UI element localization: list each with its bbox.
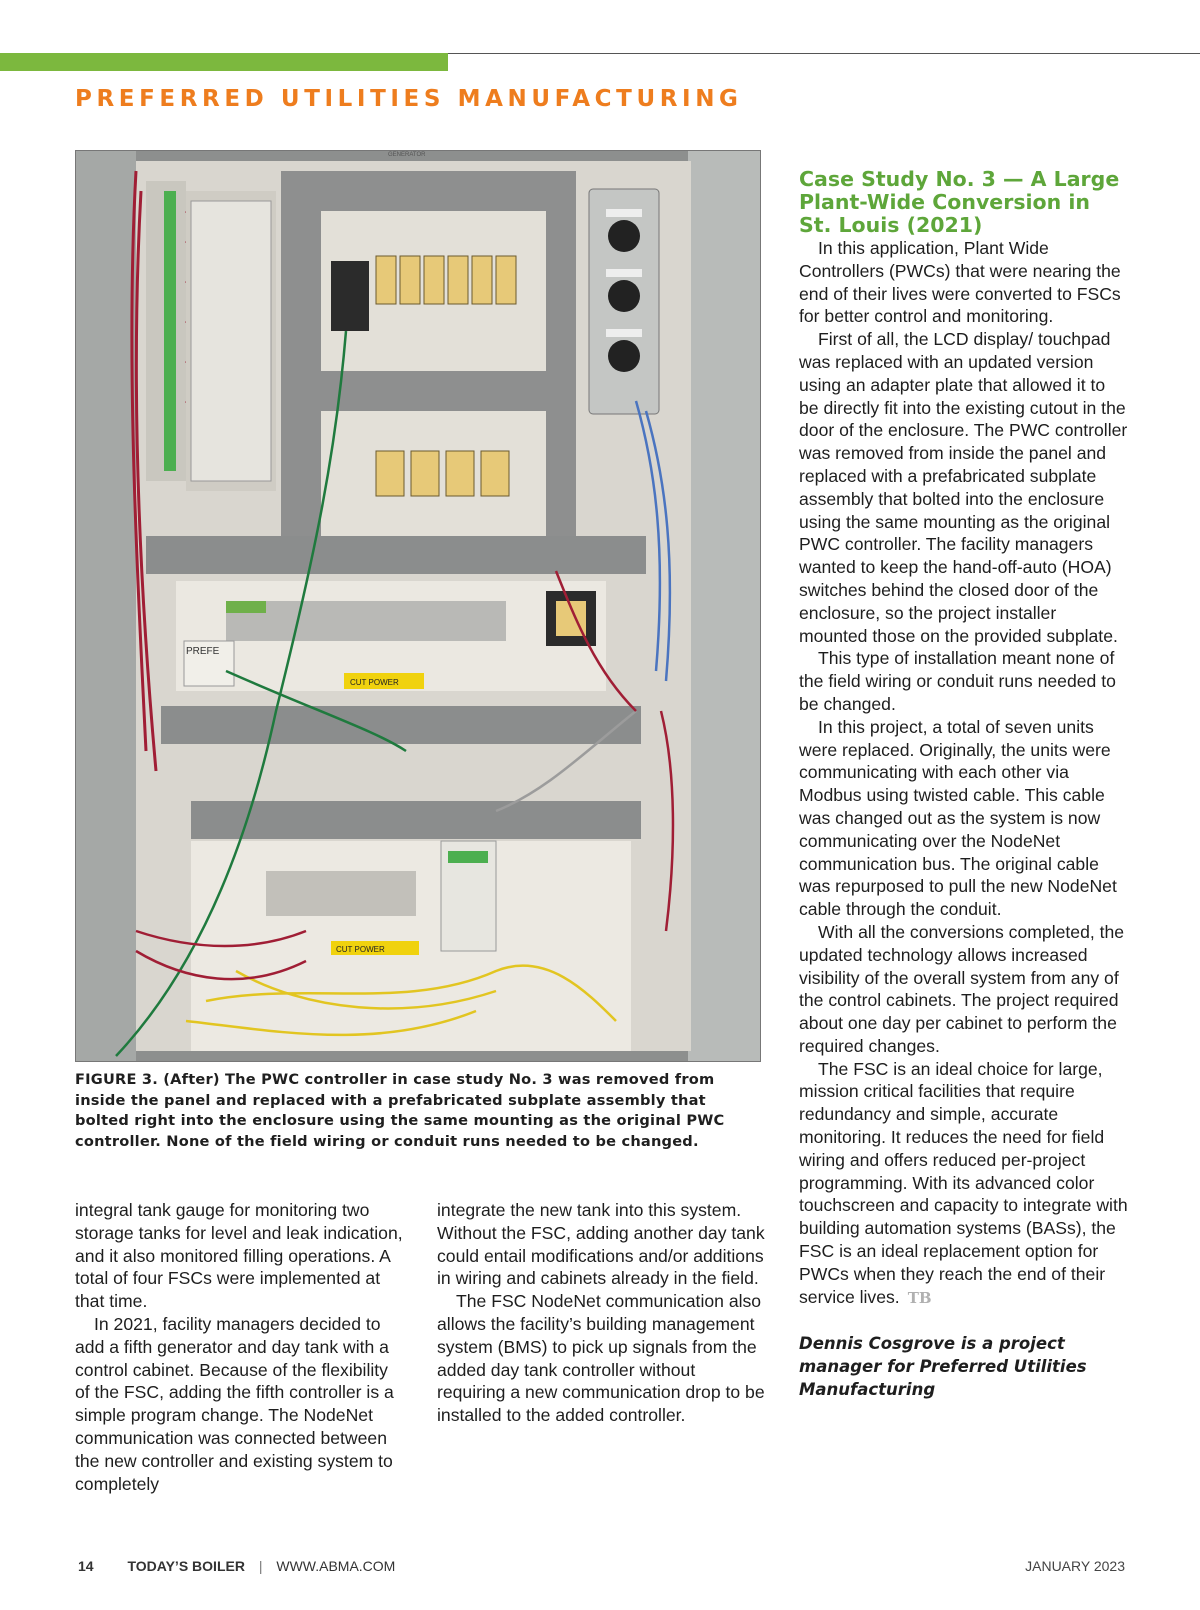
paragraph: With all the conversions completed, the updated technology allows increased visibility of the overall system from any of the control cabinets. The project required about one day per cabinet to perform the required changes. (799, 921, 1125, 1056)
paragraph-final (799, 1058, 1129, 1310)
panel-label-cut-power-1: CUT POWER (350, 678, 399, 687)
paragraph: First of all, the LCD display/ touchpad was replaced with an updated version using an adapter plate that allowed it to be directly fit into the existing cutout in the door of the enclosure. The PWC controller was removed from inside the panel and replaced with a prefabricated subplate assembly that bolted into the enclosure using the same mounting as the original PWC controller. The facility managers wanted to keep the hand-off-auto (HOA) switches behind the closed door of the enclosure, so the project installer mounted those on the provided subplate. (799, 329, 1128, 646)
figure-caption-text: The PWC controller in case study No. 3 was removed from inside the panel and replaced with a prefabricated subplate assembly that bolted right into the enclosure using the same mounting as the original PWC controller. None of the field wiring or conduit runs needed to be changed. (75, 1071, 725, 1150)
header-rule (448, 53, 1200, 54)
control-panel-illustration (76, 151, 760, 1061)
body-column-right (799, 168, 1129, 1402)
end-mark: TB (907, 1288, 932, 1307)
panel-label-generator: GENERATOR (388, 152, 426, 158)
paragraph-final-text: The FSC is an ideal choice for large, mission critical facilities that require redundancy and simple, accurate monitoring. It reduces the need for field wiring and offers reduced per-project programming. With its advanced color touchscreen and capacity to integrate with building automation systems (BASs), the FSC is an ideal replacement option for PWCs when they reach the end of their service lives. (799, 1058, 1128, 1307)
running-head: PREFERRED UTILITIES MANUFACTURING (75, 86, 743, 112)
panel-label-cut-power-2: CUT POWER (336, 945, 385, 954)
paragraph: In this application, Plant Wide Controllers (PWCs) that were nearing the end of their lives were converted to FSCs for better control and monitoring. (799, 238, 1121, 327)
header-accent-bar (0, 53, 448, 71)
case-study-title: Case Study No. 3 — A Large Plant-Wide Conversion in St. Louis (2021) (799, 167, 1120, 237)
magazine-name: TODAY’S BOILER (127, 1558, 245, 1574)
issue-date: JANUARY 2023 (1025, 1558, 1125, 1574)
paragraph: This type of installation meant none of the field wiring or conduit runs needed to be changed. (799, 648, 1116, 714)
figure-3-photo (75, 150, 761, 1062)
paragraph: In this project, a total of seven units were replaced. Originally, the units were communicating with each other via Modbus using twisted cable. This cable was changed out as the system is now communicating over the NodeNet communication bus. The original cable was repurposed to pull the new NodeNet cable through the conduit. (799, 716, 1117, 920)
website-url: WWW.ABMA.COM (276, 1558, 396, 1574)
paragraph: integral tank gauge for monitoring two storage tanks for level and leak indication, and it also monitored filling operations. A total of four FSCs were implemented at that time. (75, 1200, 403, 1312)
figure-caption-lead: FIGURE 3. (After) (75, 1071, 220, 1088)
author-bio: Dennis Cosgrove is a project manager for Preferred Utilities Manufacturing (799, 1334, 1087, 1400)
body-column-middle (437, 1199, 767, 1427)
paragraph: The FSC NodeNet communication also allows the facility’s building management system (BMS) to pick up signals from the added day tank controller without requiring a new communication drop to be installed to the added controller. (437, 1291, 765, 1426)
page-number: 14 (78, 1558, 94, 1574)
figure-caption (75, 1070, 765, 1152)
paragraph: In 2021, facility managers decided to add a fifth generator and day tank with a control cabinet. Because of the flexibility of the FSC, adding the fifth controller is a simple program change. The NodeNet communication was connected between the new controller and existing system to completely (75, 1313, 394, 1494)
body-column-left (75, 1199, 405, 1495)
footer-separator: | (258, 1558, 263, 1574)
paragraph: integrate the new tank into this system. Without the FSC, adding another day tank could entail modifications and/or additions in wiring and cabinets already in the field. (437, 1200, 765, 1289)
panel-label-prefe: PREFE (186, 646, 220, 657)
footer-left (78, 1558, 395, 1574)
